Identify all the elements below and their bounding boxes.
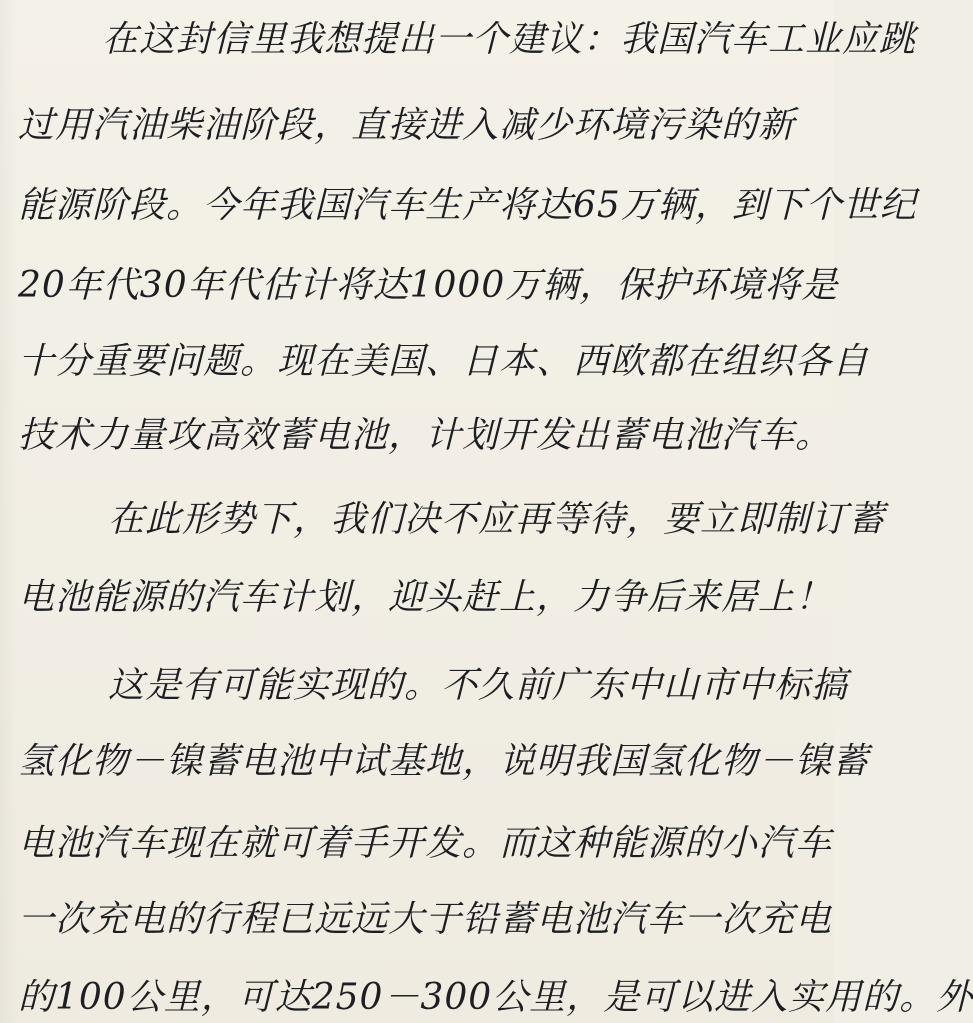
paragraph-2-line-2: 电池能源的汽车计划，迎头赶上，力争后来居上！ [18,577,833,618]
paragraph-3-line-3: 电池汽车现在就可着手开发。而这种能源的小汽车 [18,823,833,864]
paragraph-1-line-6: 技术力量攻高效蓄电池，计划开发出蓄电池汽车。 [18,415,833,456]
paragraph-3-line-2: 氢化物－镍蓄电池中试基地，说明我国氢化物－镍蓄 [18,741,870,782]
paragraph-2-line-1: 在此形势下，我们决不应再等待，要立即制订蓄 [108,499,886,540]
paragraph-1-line-1: 在这封信里我想提出一个建议：我国汽车工业应跳 [102,19,917,60]
paragraph-1-line-5: 十分重要问题。现在美国、日本、西欧都在组织各自 [18,341,870,382]
paragraph-3-line-4: 一次充电的行程已远远大于铅蓄电池汽车一次充电 [18,899,833,940]
paragraph-1-line-3: 能源阶段。今年我国汽车生产将达65万辆，到下个世纪 [18,185,917,226]
paragraph-3-line-1: 这是有可能实现的。不久前广东中山市中标搞 [108,665,849,706]
paragraph-3-line-5: 的100公里，可达250－300公里，是可以进入实用的。外 [18,977,973,1018]
paragraph-1-line-2: 过用汽油柴油阶段，直接进入减少环境污染的新 [18,105,796,146]
paragraph-1-line-4: 20年代30年代估计将达1000万辆，保护环境将是 [18,265,839,306]
